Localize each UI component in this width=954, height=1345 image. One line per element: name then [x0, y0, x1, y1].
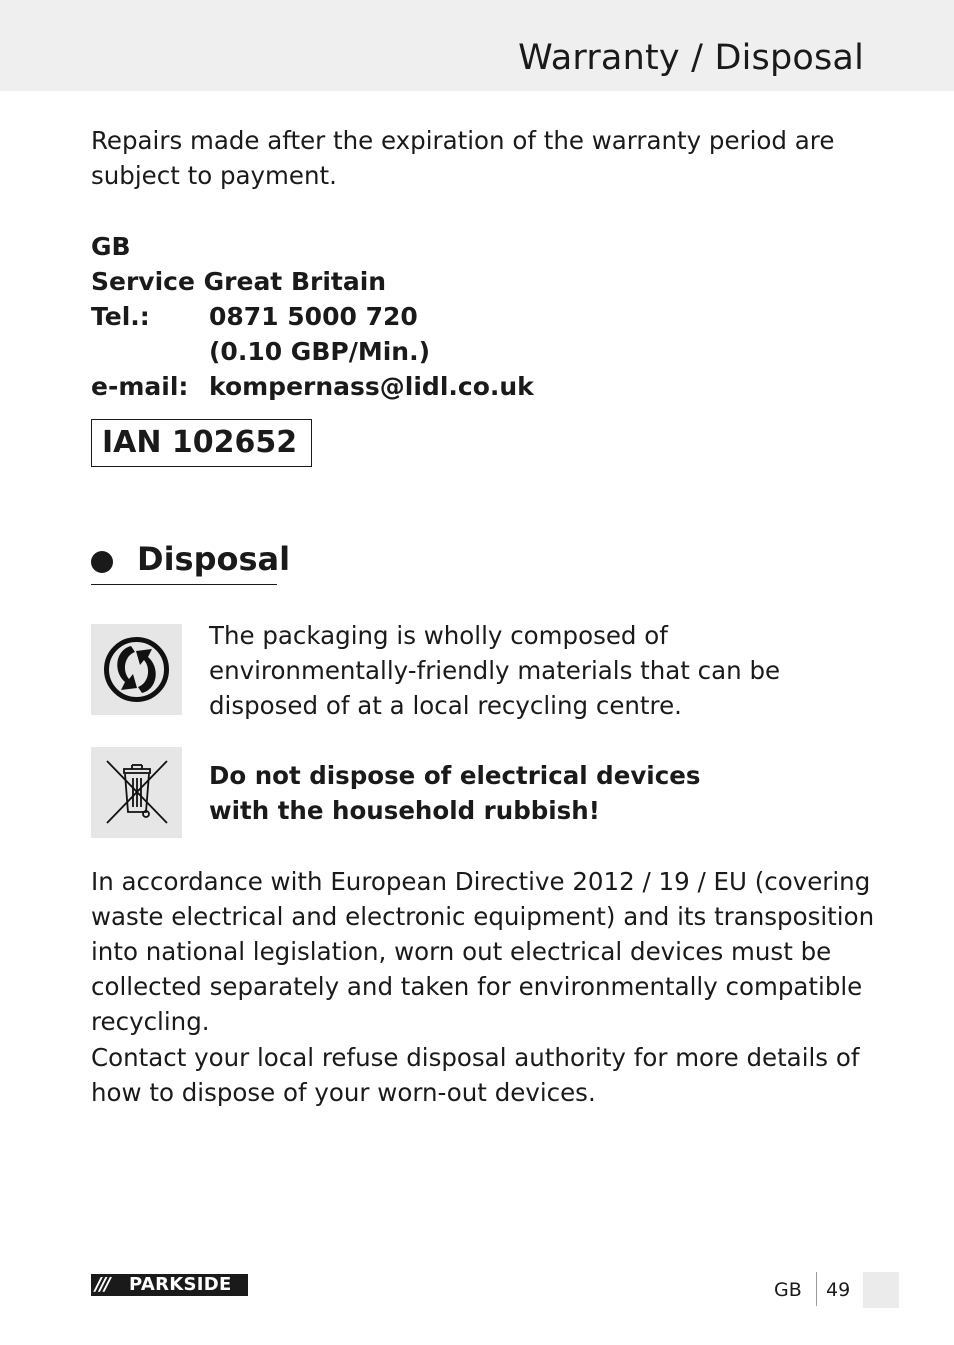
ian-number-box: IAN 102652 [91, 419, 312, 467]
tel-label: Tel.: [91, 302, 150, 331]
weee-warning [209, 758, 849, 828]
email-value: kompernass@lidl.co.uk [209, 372, 534, 401]
tel-value: 0871 5000 720 [209, 302, 418, 331]
parkside-logo [91, 1274, 248, 1296]
footer-tab-marker [863, 1272, 899, 1308]
intro-paragraph: Repairs made after the expiration of the warranty period are subject to payment. [91, 126, 835, 190]
warning-line-1: Do not dispose of electrical devices [209, 761, 701, 790]
crossed-out-wheelie-bin-icon [91, 747, 182, 838]
green-dot-recycling-icon [91, 624, 182, 715]
tel-rate: (0.10 GBP/Min.) [209, 337, 431, 366]
directive-paragraph: In accordance with European Directive 2012 / 19 / EU (covering waste electrical and electronic equipment) and its transposition into national legislation, worn out electrical devices must be collected separately and taken for environmentally compatible recycling. [91, 867, 875, 1036]
logo-slashes: /// [95, 1274, 109, 1295]
contact-rate-row [91, 334, 534, 369]
footer-language: GB [774, 1279, 802, 1301]
contact-authority-paragraph: Contact your local refuse disposal authority for more details of how to dispose of your worn-out devices. [91, 1043, 860, 1107]
logo-brand: PARKSIDE [129, 1274, 232, 1295]
contact-country: GB [91, 232, 131, 261]
packaging-text: The packaging is wholly composed of environmentally-friendly materials that can be disposed of at a local recycling centre. [209, 621, 781, 720]
footer-divider [816, 1272, 817, 1306]
email-label: e-mail: [91, 372, 189, 401]
page-number: 49 [826, 1279, 851, 1301]
service-contact-block [91, 229, 534, 404]
contact-tel-row [91, 299, 534, 334]
warning-line-2: with the household rubbish! [209, 796, 600, 825]
disposal-section-heading [91, 540, 291, 585]
page-title: Warranty / Disposal [518, 38, 864, 78]
section-title: Disposal [137, 540, 291, 578]
contact-service-name: Service Great Britain [91, 267, 387, 296]
bullet-dot-icon [91, 551, 113, 573]
contact-email-row [91, 369, 534, 404]
